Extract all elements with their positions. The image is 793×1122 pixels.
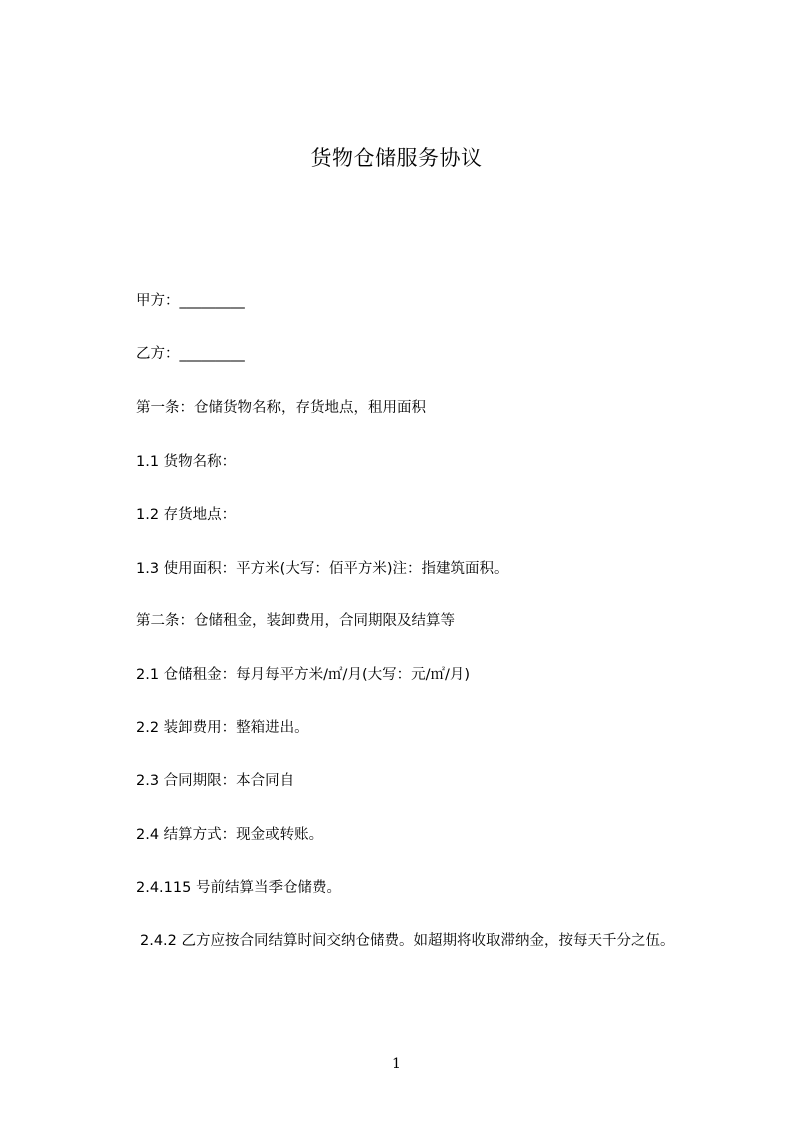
clause-2-2: 2.2 装卸费用：整箱进出。 [136, 720, 309, 736]
clause-2-4: 2.4 结算方式：现金或转账。 [136, 827, 324, 843]
party-b-line: 乙方：_________ [136, 346, 245, 362]
clause-2-4-1: 2.4.115 号前结算当季仓储费。 [136, 880, 341, 896]
article-two-heading: 第二条：仓储租金，装卸费用，合同期限及结算等 [136, 613, 455, 629]
clause-2-3: 2.3 合同期限：本合同自 [136, 773, 295, 789]
clause-1-2: 1.2 存货地点： [136, 507, 237, 523]
article-one-heading: 第一条：仓储货物名称，存货地点，租用面积 [136, 400, 426, 416]
page-number: 1 [392, 1056, 401, 1072]
clause-2-4-2-text: 2.4.2 乙方应按合同结算时间交纳仓储费。如超期将收取滞纳金，按每天千分之伍。 [140, 933, 675, 949]
document-title: 货物仓储服务协议 [310, 146, 483, 170]
clause-1-1: 1.1 货物名称： [136, 454, 237, 470]
clause-2-1: 2.1 仓储租金：每月每平方米/㎡/月(大写：元/㎡/月) [136, 667, 471, 683]
clause-1-3: 1.3 使用面积：平方米(大写：佰平方米)注：指建筑面积。 [136, 561, 509, 577]
clause-2-4-2 [112, 928, 704, 955]
party-a-line: 甲方：_________ [136, 293, 245, 309]
